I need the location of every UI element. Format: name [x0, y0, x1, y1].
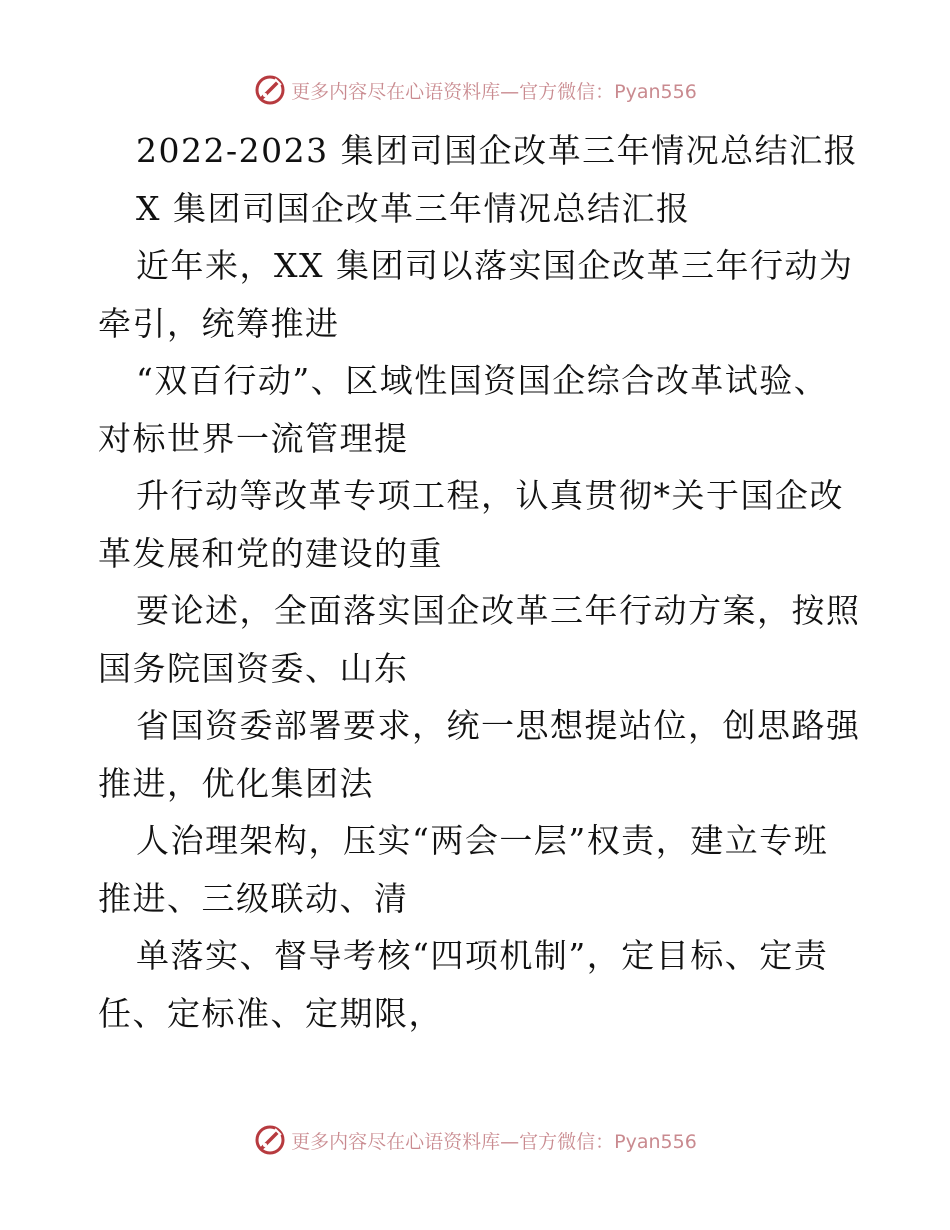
document-subtitle: X 集团司国企改革三年情况总结汇报 — [136, 188, 691, 228]
paragraph-line: 革发展和党的建设的重 — [98, 533, 443, 573]
pen-circle-logo-icon — [253, 1123, 287, 1157]
paragraph-line: 要论述，全面落实国企改革三年行动方案，按照 — [136, 591, 861, 630]
paragraph-line: 人治理架构，压实“两会一层”权责，建立专班 — [136, 821, 829, 860]
footer-watermark — [0, 1120, 950, 1160]
paragraph-line: 任、定标准、定期限， — [98, 993, 443, 1033]
paragraph-line: 单落实、督导考核“四项机制”，定目标、定责 — [136, 936, 829, 975]
paragraph-line: 推进，优化集团法 — [98, 763, 374, 803]
paragraph-line: 近年来，XX 集团司以落实国企改革三年行动为 — [136, 246, 854, 285]
paragraph-line: 牵引，统筹推进 — [98, 303, 340, 343]
header-watermark — [0, 70, 950, 110]
document-title: 2022-2023 集团司国企改革三年情况总结汇报 — [136, 131, 859, 170]
watermark-text: 更多内容尽在心语资料库—官方微信：Pyan556 — [291, 80, 697, 103]
paragraph-line: 国务院国资委、山东 — [98, 648, 409, 688]
watermark-text: 更多内容尽在心语资料库—官方微信：Pyan556 — [291, 1130, 697, 1153]
pen-circle-logo-icon — [253, 73, 287, 107]
document-body — [98, 122, 861, 1042]
paragraph-line: 推进、三级联动、清 — [98, 878, 409, 918]
paragraph-line: 对标世界一流管理提 — [98, 418, 409, 458]
paragraph-line: 升行动等改革专项工程，认真贯彻*关于国企改 — [136, 476, 844, 515]
paragraph-line: 省国资委部署要求，统一思想提站位，创思路强 — [136, 706, 861, 745]
paragraph-line: “双百行动”、区域性国资国企综合改革试验、 — [136, 361, 829, 400]
